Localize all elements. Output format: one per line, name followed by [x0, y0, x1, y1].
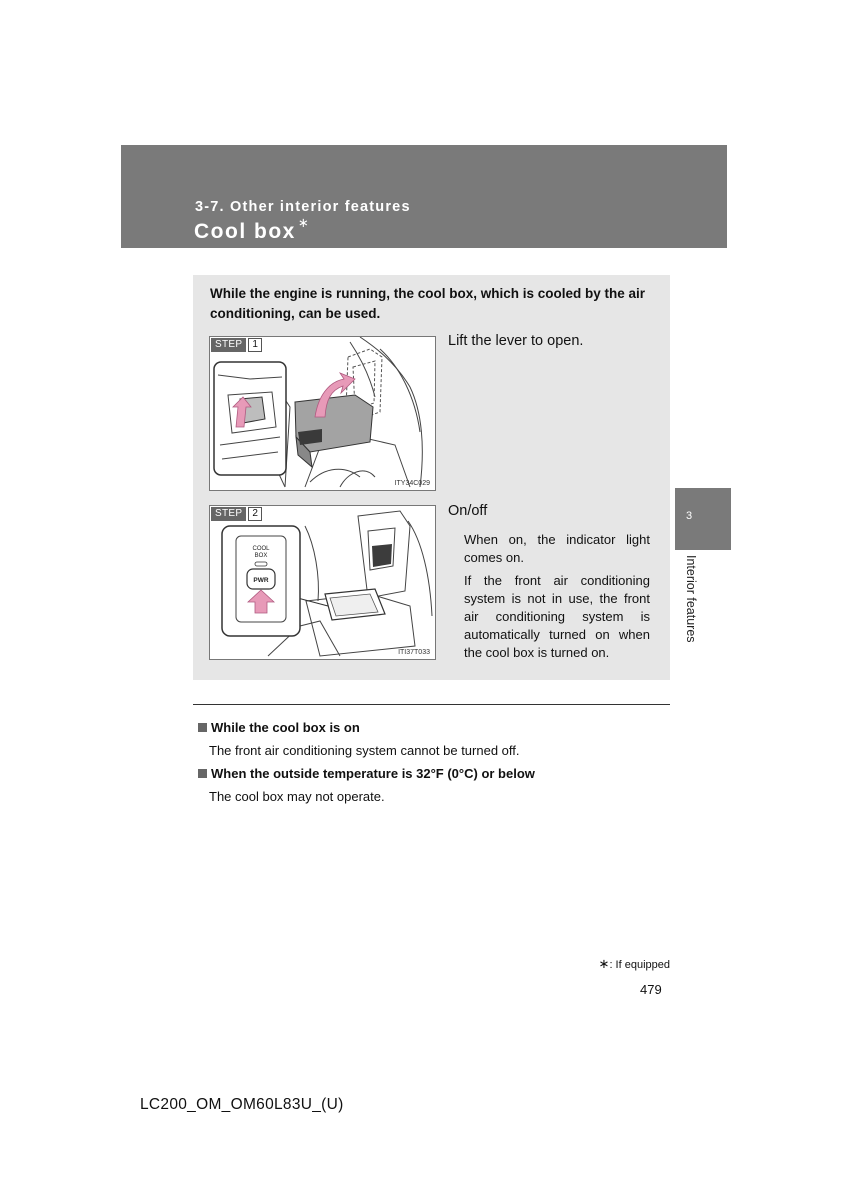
chapter-tab-number: 3: [686, 510, 693, 522]
step-label: STEP: [211, 338, 246, 352]
step-1-instruction: Lift the lever to open.: [448, 333, 584, 349]
document-code: LC200_OM_OM60L83U_(U): [140, 1096, 344, 1113]
section-divider: [193, 704, 670, 705]
indicator-light-icon: [255, 562, 267, 566]
page-title: [194, 215, 311, 244]
note-heading: [198, 766, 535, 781]
square-bullet-icon: [198, 723, 207, 732]
equipped-mark: ∗: [297, 215, 311, 230]
step-number: 1: [248, 338, 262, 352]
square-bullet-icon: [198, 769, 207, 778]
figure-code: ITI37T033: [398, 649, 430, 656]
procedure-box: [193, 275, 670, 680]
page-number: 479: [640, 982, 662, 997]
chapter-header-bar: [121, 145, 727, 248]
note-heading-text: When the outside temperature is 32°F (0°C) or below: [211, 766, 535, 781]
figure-code: ITY34C029: [394, 480, 430, 487]
chapter-tab-label: Interior features: [684, 555, 698, 643]
note-text: The cool box may not operate.: [209, 789, 385, 804]
note-heading: [198, 720, 360, 735]
chapter-tab[interactable]: [675, 488, 731, 550]
footnote-text: : If equipped: [609, 959, 670, 971]
note-heading-text: While the cool box is on: [211, 720, 360, 735]
footnote-mark: ∗: [598, 956, 610, 971]
note-text: The front air conditioning system cannot be turned off.: [209, 743, 520, 758]
step-2-instruction: On/off: [448, 503, 488, 519]
cool-box-open-illustration: [210, 506, 436, 660]
section-label: 3-7. Other interior features: [195, 199, 411, 215]
page-title-text: Cool box: [194, 220, 296, 243]
step-label: STEP: [211, 507, 246, 521]
step-number: 2: [248, 507, 262, 521]
step-2-figure: [209, 505, 436, 660]
step-2-badge: [211, 507, 262, 521]
procedure-intro: While the engine is running, the cool box, which is cooled by the air conditioning, can be used.: [210, 286, 646, 321]
step-2-note: If the front air conditioning system is not in use, the front air conditioning system is automatically turned on when the cool box is turned on.: [464, 573, 650, 660]
step-2-note: When on, the indicator light comes on.: [464, 532, 650, 565]
step-1-badge: [211, 338, 262, 352]
armrest-lift-illustration: [210, 337, 436, 491]
step-1-figure: [209, 336, 436, 491]
power-button-label: PWR: [253, 577, 269, 584]
panel-label-cool: COOL: [252, 546, 270, 552]
panel-label-box: BOX: [254, 553, 268, 559]
footnote: [599, 956, 670, 972]
